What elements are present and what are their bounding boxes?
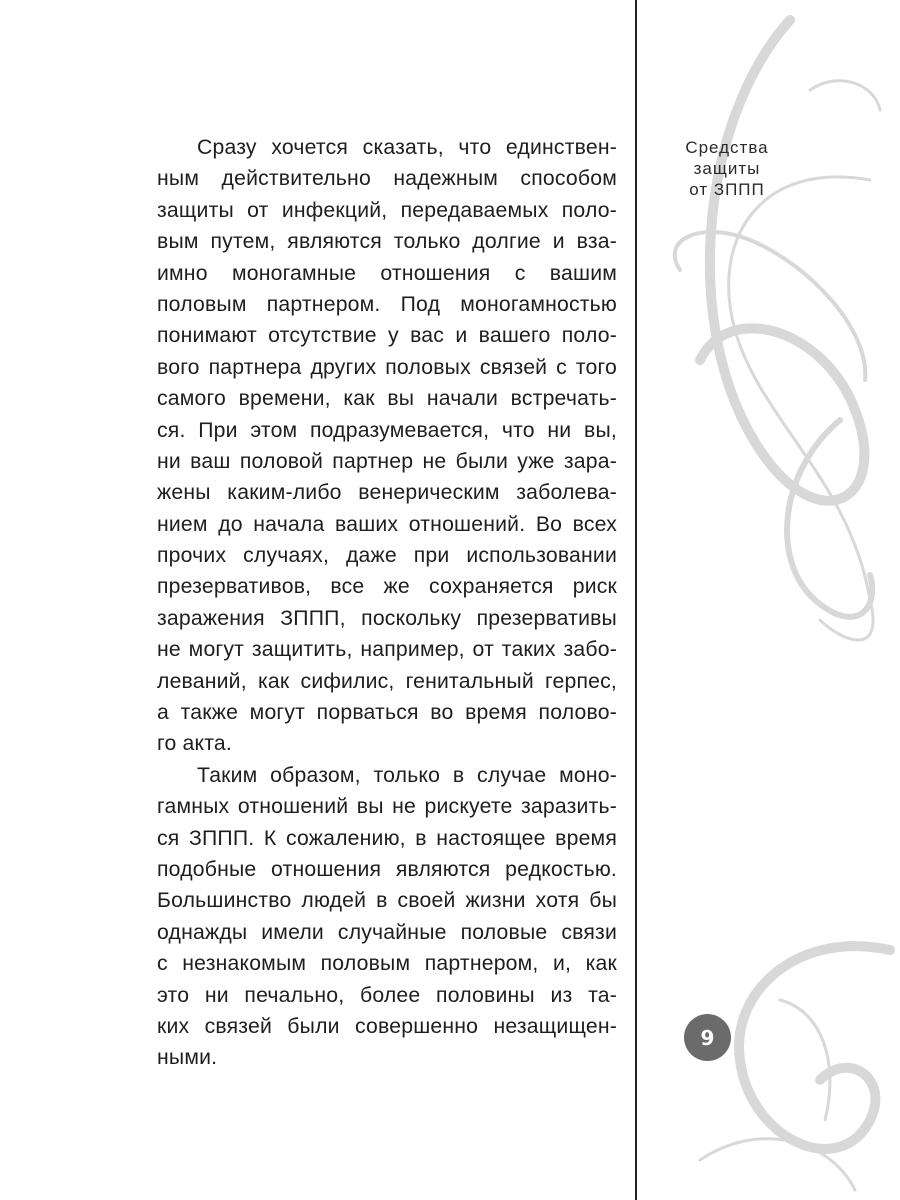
text-line: подобные отношения являются редкостью. — [157, 857, 617, 881]
text-line: понимают отсутствие у вас и вашего поло- — [157, 324, 617, 348]
text-line: леваний, как сифилис, генитальный герпес, — [157, 669, 617, 693]
swirl-upper-main — [700, 20, 864, 501]
paragraph — [157, 760, 617, 1074]
text-line: однажды имели случайные половые связи — [157, 920, 617, 944]
page-divider-line — [635, 0, 637, 1200]
text-line: презервативов, все же сохраняется риск — [157, 575, 617, 599]
text-line: вым путем, являются только долгие и вза- — [157, 230, 617, 254]
side-header-line: от ЗППП — [689, 180, 765, 199]
text-line: го акта. — [157, 732, 232, 756]
text-line: не могут защитить, например, от таких забо- — [157, 638, 617, 662]
text-line: Сразу хочется сказать, что единствен- — [197, 136, 617, 159]
text-line: нием до начала ваших отношений. Во всех — [157, 512, 617, 536]
text-line: жены каким-либо венерическим заболева- — [157, 481, 617, 505]
text-line: гамных отношений вы не рискуете заразить- — [157, 795, 617, 819]
text-line: ся ЗППП. К сожалению, в настоящее время — [157, 826, 617, 850]
side-header-line: Средства — [685, 138, 769, 157]
text-line: вого партнера других половых связей с того — [157, 355, 617, 379]
paragraph — [157, 132, 617, 760]
text-line: ни ваш половой партнер не были уже зара- — [157, 449, 617, 473]
swirl-lower-arc — [780, 1000, 830, 1120]
text-line: половым партнером. Под моногамностью — [157, 292, 617, 316]
page-number-badge: 9 — [684, 1014, 731, 1061]
text-line: с незнакомым половым партнером, и, как — [157, 952, 617, 976]
section-side-header — [672, 137, 782, 200]
text-line: Большинство людей в своей жизни хотя бы — [157, 889, 617, 913]
text-line: ным действительно надежным способом — [157, 167, 617, 191]
text-line: Таким образом, только в случае моно- — [197, 763, 617, 787]
text-line: а также могут порваться во время полово- — [157, 701, 617, 725]
text-line: самого времени, как вы начали встречать- — [157, 387, 617, 411]
text-line: заражения ЗППП, поскольку презервативы — [157, 606, 617, 630]
text-line: прочих случаях, даже при использовании — [157, 544, 617, 568]
side-header-line: защиты — [693, 159, 761, 178]
swirl-lower-main — [739, 946, 890, 1149]
swirl-top-curl — [810, 81, 880, 110]
text-line: защиты от инфекций, передаваемых поло- — [157, 198, 617, 222]
body-text-column — [157, 132, 617, 1074]
text-line: ными. — [157, 1046, 218, 1070]
text-line: имно моногамные отношения с вашим — [157, 261, 617, 285]
text-line: это ни печально, более половины из та- — [157, 983, 617, 1007]
text-line: ких связей были совершенно незащищен- — [157, 1014, 617, 1038]
text-line: ся. При этом подразумевается, что ни вы, — [157, 418, 617, 442]
